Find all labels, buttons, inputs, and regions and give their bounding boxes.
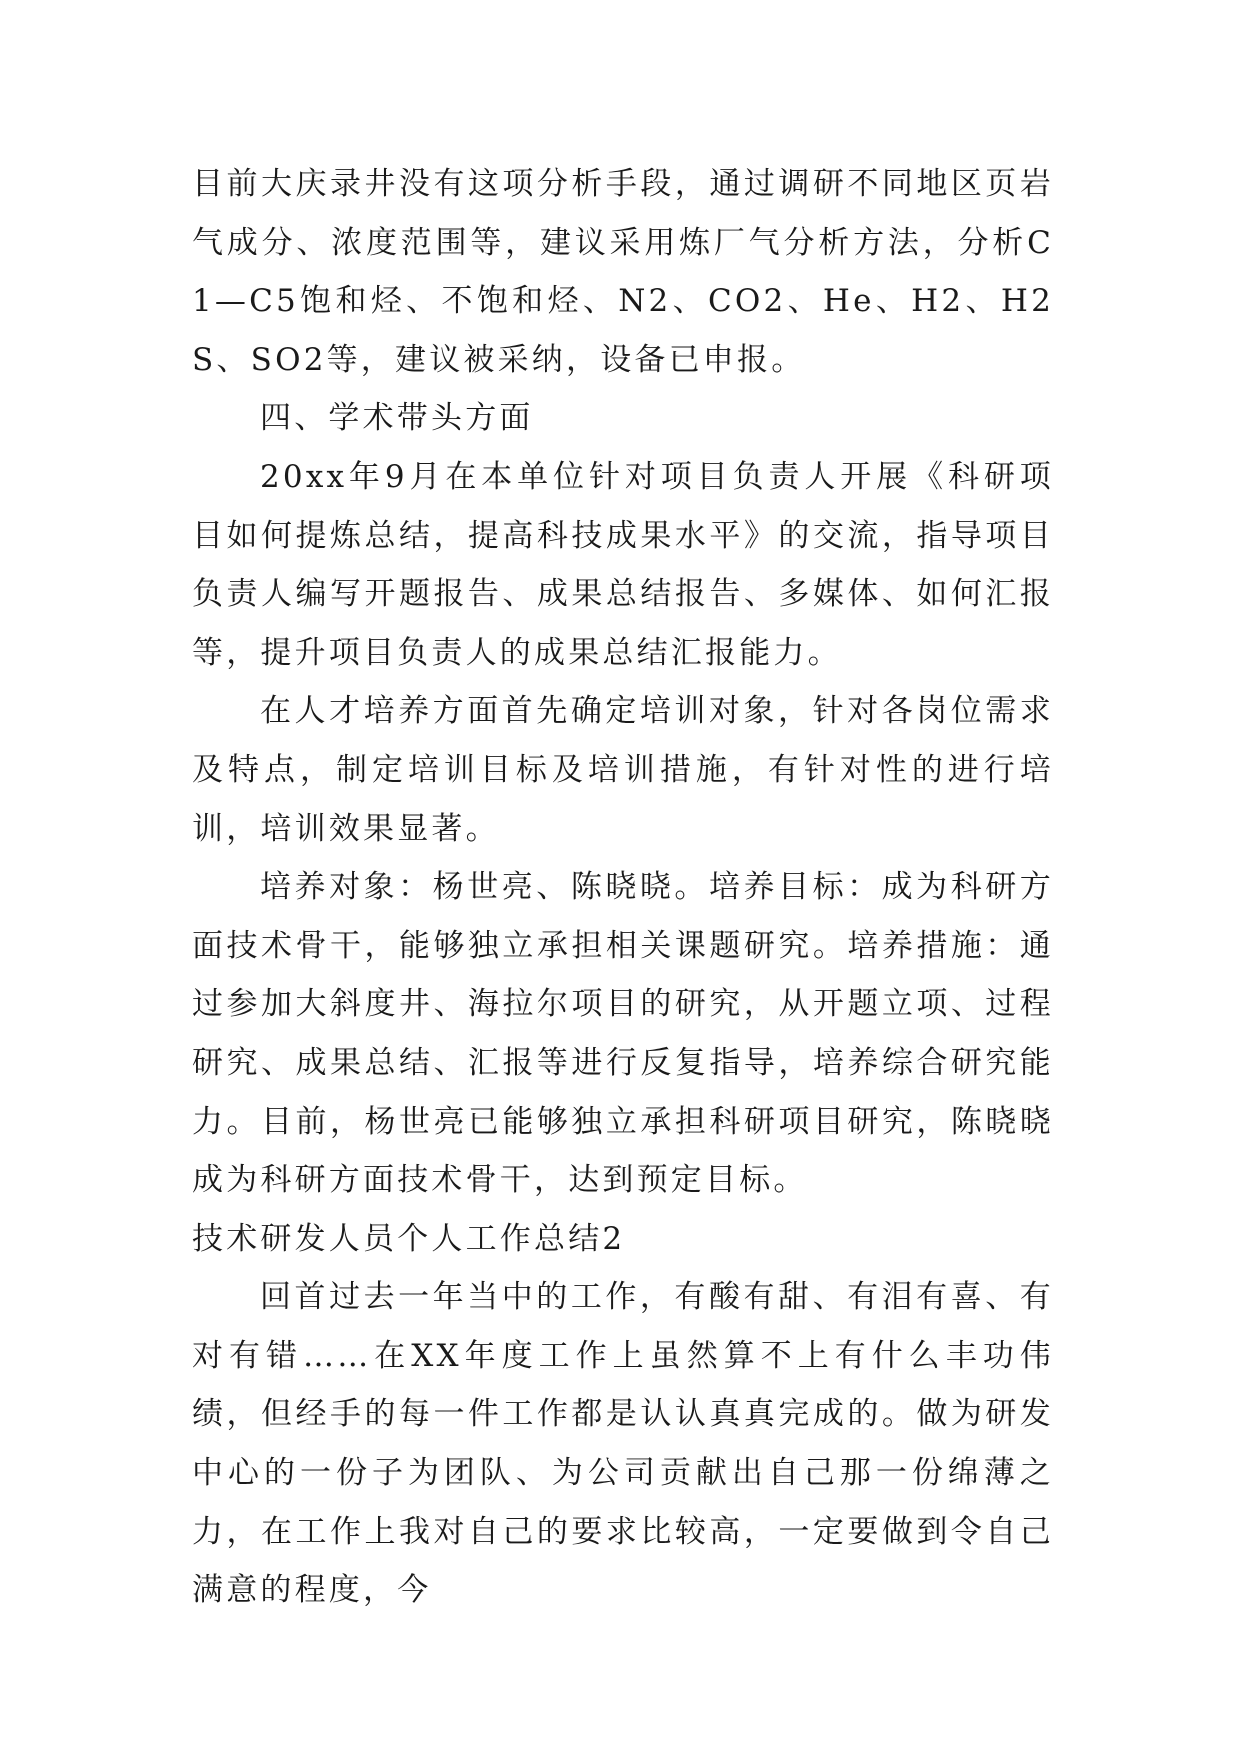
paragraph-talent-training: 在人才培养方面首先确定培训对象，针对各岗位需求及特点，制定培训目标及培训措施，有针对性的进行培训，培训效果显著。 — [192, 693, 1054, 847]
paragraph-training-targets: 培养对象：杨世亮、陈晓晓。培养目标：成为科研方面技术骨干，能够独立承担相关课题研究。培养措施：通过参加大斜度井、海拉尔项目的研究，从开题立项、过程研究、成果总结、汇报等进行反复指导，培养综合研究能力。目前，杨世亮已能够独立承担科研项目研究，陈晓晓成为科研方面技术骨干，达到预定目标。 — [192, 869, 1054, 1199]
paragraph-year-review: 回首过去一年当中的工作，有酸有甜、有泪有喜、有对有错……在XX年度工作上虽然算不上有什么丰功伟绩，但经手的每一件工作都是认认真真完成的。做为研发中心的一份子为团队、为公司贡献出自己那一份绵薄之力，在工作上我对自己的要求比较高，一定要做到令自己满意的程度，今 — [192, 1279, 1054, 1609]
document-section-title: 技术研发人员个人工作总结2 — [192, 1220, 626, 1257]
section-heading-academic-leadership: 四、学术带头方面 — [260, 400, 534, 437]
paragraph-exchange: 20xx年9月在本单位针对项目负责人开展《科研项目如何提炼总结，提高科技成果水平》的交流，指导项目负责人编写开题报告、成果总结报告、多媒体、如何汇报等，提升项目负责人的成果总结汇报能力。 — [192, 458, 1054, 671]
paragraph-gas-analysis: 目前大庆录井没有这项分析手段，通过调研不同地区页岩气成分、浓度范围等，建议采用炼厂气分析方法，分析C1—C5饱和烃、不饱和烃、N2、CO2、He、H2、H2S、SO2等，建议被采纳，设备已申报。 — [192, 166, 1054, 378]
document-body — [192, 155, 1054, 1620]
